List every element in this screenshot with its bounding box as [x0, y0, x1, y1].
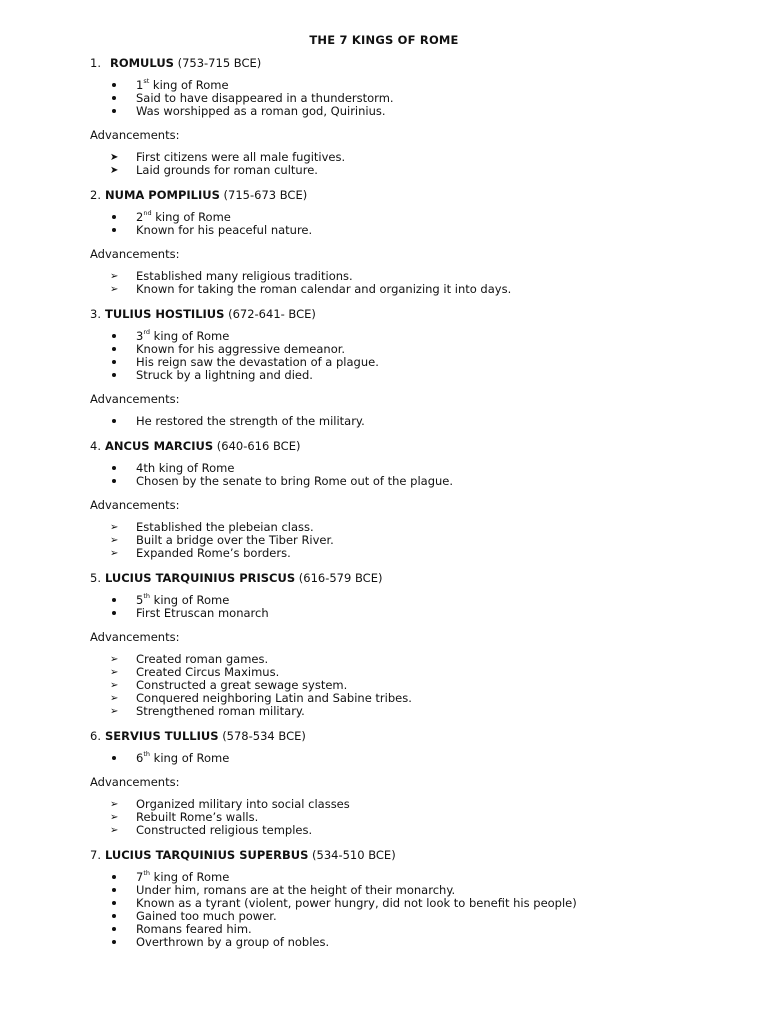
document-body: [0, 53, 768, 960]
advancement-item: [0, 692, 768, 705]
arrow-bullet-icon: ➢: [110, 680, 119, 691]
fact-text-rest: king of Rome: [150, 593, 230, 607]
bullet-icon: [110, 330, 124, 343]
king-name: TULIUS HOSTILIUS: [104, 307, 225, 321]
facts-list: [0, 752, 768, 765]
fact-text: Chosen by the senate to bring Rome out of the plague.: [136, 474, 454, 488]
fact-item: [0, 356, 768, 369]
arrow-bullet-icon: ➢: [110, 693, 119, 704]
bullet-icon: [110, 884, 124, 897]
advancement-text: Rebuilt Rome’s walls.: [136, 810, 259, 824]
advancements-list: [0, 270, 768, 296]
advancement-item: [0, 151, 768, 164]
advancements-list: [0, 653, 768, 718]
facts-list: [0, 462, 768, 488]
fact-item: [0, 211, 768, 224]
king-name: LUCIUS TARQUINIUS SUPERBUS: [104, 848, 309, 862]
arrow-bullet-icon: ➢: [110, 812, 119, 823]
advancement-item: [0, 283, 768, 296]
fact-item: [0, 594, 768, 607]
advancement-item: [0, 705, 768, 718]
fact-item: [0, 343, 768, 356]
king-name: NUMA POMPILIUS: [104, 188, 220, 202]
facts-list: [0, 211, 768, 237]
document-title: THE 7 KINGS OF ROME: [309, 33, 459, 47]
king-number: 5.: [90, 571, 101, 585]
king-name: ANCUS MARCIUS: [104, 439, 214, 453]
king-number: 7.: [90, 848, 101, 862]
fact-text: First Etruscan monarch: [136, 606, 269, 620]
advancement-text: Established the plebeian class.: [136, 520, 314, 534]
king-heading: [90, 307, 768, 321]
fact-text: 5: [136, 593, 144, 607]
advancement-text: Conquered neighboring Latin and Sabine tribes.: [136, 691, 412, 705]
advancement-item: [0, 547, 768, 560]
bullet-icon: [110, 910, 124, 923]
bullet-icon: [110, 105, 124, 118]
advancement-item: [0, 798, 768, 811]
fact-text: Known for his aggressive demeanor.: [136, 342, 346, 356]
advancement-item: [0, 666, 768, 679]
arrow-bullet-icon: ➢: [110, 271, 119, 282]
arrow-bullet-icon: ➢: [110, 667, 119, 678]
advancement-item: [0, 164, 768, 177]
advancement-text: Created Circus Maximus.: [136, 665, 280, 679]
advancement-item: [0, 811, 768, 824]
fact-text-rest: king of Rome: [151, 210, 231, 224]
king-number: 4.: [90, 439, 101, 453]
advancements-label: Advancements:: [90, 392, 180, 406]
king-dates: (715-673 BCE): [223, 188, 308, 202]
advancements-list: [0, 521, 768, 560]
arrow-bullet-icon: ➢: [110, 799, 119, 810]
facts-list: [0, 330, 768, 382]
bullet-icon: [110, 462, 124, 475]
fact-text: Overthrown by a group of nobles.: [136, 935, 330, 949]
bullet-icon: [110, 923, 124, 936]
arrow-bullet-icon: ➢: [110, 284, 119, 295]
king-heading: [90, 848, 768, 862]
ordinal-suffix: st: [143, 77, 150, 86]
king-name: SERVIUS TULLIUS: [104, 729, 219, 743]
advancement-text: Known for taking the roman calendar and organizing it into days.: [136, 282, 512, 296]
bullet-icon: [110, 369, 124, 382]
arrow-bullet-icon: ➢: [110, 522, 119, 533]
fact-text: 1: [136, 78, 144, 92]
advancement-text: He restored the strength of the military.: [136, 414, 365, 428]
advancement-text: Organized military into social classes: [136, 797, 350, 811]
bullet-icon: [110, 936, 124, 949]
advancement-item: [0, 653, 768, 666]
advancement-text: Constructed a great sewage system.: [136, 678, 348, 692]
bullet-icon: [110, 415, 124, 428]
advancements-label: Advancements:: [90, 498, 180, 512]
fact-item: [0, 607, 768, 620]
advancement-text: Created roman games.: [136, 652, 269, 666]
advancement-text: Established many religious traditions.: [136, 269, 353, 283]
fact-text: 2: [136, 210, 144, 224]
bullet-icon: [110, 79, 124, 92]
facts-list: [0, 871, 768, 949]
arrow-bullet-icon: ➢: [110, 654, 119, 665]
king-dates: (672-641- BCE): [228, 307, 316, 321]
king-number: 1.: [90, 56, 101, 70]
arrow-bullet-icon: ➢: [110, 548, 119, 559]
bullet-icon: [110, 343, 124, 356]
advancement-item: [0, 415, 768, 428]
arrow-bullet-icon: ➢: [110, 706, 119, 717]
fact-text: Said to have disappeared in a thunderstorm.: [136, 91, 394, 105]
fact-item: [0, 752, 768, 765]
bullet-icon: [110, 594, 124, 607]
advancement-text: Laid grounds for roman culture.: [136, 163, 318, 177]
advancements-list: [0, 151, 768, 177]
advancements-list: [0, 798, 768, 837]
fact-text-rest: king of Rome: [150, 870, 230, 884]
advancement-item: [0, 521, 768, 534]
king-number: 3.: [90, 307, 101, 321]
advancement-text: Expanded Rome’s borders.: [136, 546, 291, 560]
ordinal-suffix: th: [143, 869, 150, 878]
king-name: LUCIUS TARQUINIUS PRISCUS: [104, 571, 296, 585]
advancements-label: Advancements:: [90, 247, 180, 261]
fact-text: 6: [136, 751, 144, 765]
fact-item: [0, 475, 768, 488]
facts-list: [0, 594, 768, 620]
king-heading: [90, 56, 768, 70]
bullet-icon: [110, 607, 124, 620]
fact-item: [0, 936, 768, 949]
fact-text: Struck by a lightning and died.: [136, 368, 313, 382]
arrow-bullet-icon: ➢: [110, 825, 119, 836]
ordinal-suffix: th: [143, 750, 150, 759]
king-heading: [90, 188, 768, 202]
arrow-bullet-icon: ➤: [110, 152, 119, 163]
fact-text: Known as a tyrant (violent, power hungry, did not look to benefit his people): [136, 896, 577, 910]
fact-text: Known for his peaceful nature.: [136, 223, 313, 237]
fact-text: 3: [136, 329, 144, 343]
bullet-icon: [110, 356, 124, 369]
fact-item: [0, 897, 768, 910]
king-heading: [90, 729, 768, 743]
arrow-bullet-icon: ➢: [110, 535, 119, 546]
fact-text: Under him, romans are at the height of their monarchy.: [136, 883, 456, 897]
ordinal-suffix: rd: [143, 328, 151, 337]
advancement-text: Built a bridge over the Tiber River.: [136, 533, 334, 547]
fact-text-rest: king of Rome: [150, 329, 230, 343]
king-number: 2.: [90, 188, 101, 202]
king-dates: (640-616 BCE): [216, 439, 301, 453]
king-dates: (578-534 BCE): [222, 729, 306, 743]
bullet-icon: [110, 871, 124, 884]
advancements-label: Advancements:: [90, 128, 180, 142]
king-dates: (753-715 BCE): [177, 56, 262, 70]
fact-text: Gained too much power.: [136, 909, 277, 923]
king-heading: [90, 439, 768, 453]
fact-item: [0, 910, 768, 923]
arrow-bullet-icon: ➤: [110, 165, 119, 176]
king-number: 6.: [90, 729, 101, 743]
fact-item: [0, 330, 768, 343]
ordinal-suffix: nd: [143, 209, 152, 218]
advancement-text: Strengthened roman military.: [136, 704, 305, 718]
advancements-list: [0, 415, 768, 428]
bullet-icon: [110, 224, 124, 237]
king-dates: (534-510 BCE): [312, 848, 396, 862]
fact-item: [0, 923, 768, 936]
ordinal-suffix: th: [143, 592, 150, 601]
fact-item: [0, 224, 768, 237]
king-dates: (616-579 BCE): [298, 571, 383, 585]
advancement-item: [0, 534, 768, 547]
bullet-icon: [110, 752, 124, 765]
king-heading: [90, 571, 768, 585]
bullet-icon: [110, 897, 124, 910]
fact-text-rest: king of Rome: [150, 751, 230, 765]
fact-item: [0, 369, 768, 382]
bullet-icon: [110, 475, 124, 488]
advancement-text: Constructed religious temples.: [136, 823, 313, 837]
fact-text: Romans feared him.: [136, 922, 252, 936]
fact-text: 4th king of Rome: [136, 461, 235, 475]
king-name: ROMULUS: [109, 56, 174, 70]
advancements-label: Advancements:: [90, 775, 180, 789]
fact-text: Was worshipped as a roman god, Quirinius.: [136, 104, 386, 118]
fact-item: [0, 105, 768, 118]
fact-text: His reign saw the devastation of a plague.: [136, 355, 379, 369]
bullet-icon: [110, 92, 124, 105]
bullet-icon: [110, 211, 124, 224]
facts-list: [0, 79, 768, 118]
advancements-label: Advancements:: [90, 630, 180, 644]
fact-text-rest: king of Rome: [149, 78, 229, 92]
advancement-text: First citizens were all male fugitives.: [136, 150, 346, 164]
advancement-item: [0, 824, 768, 837]
fact-text: 7: [136, 870, 144, 884]
